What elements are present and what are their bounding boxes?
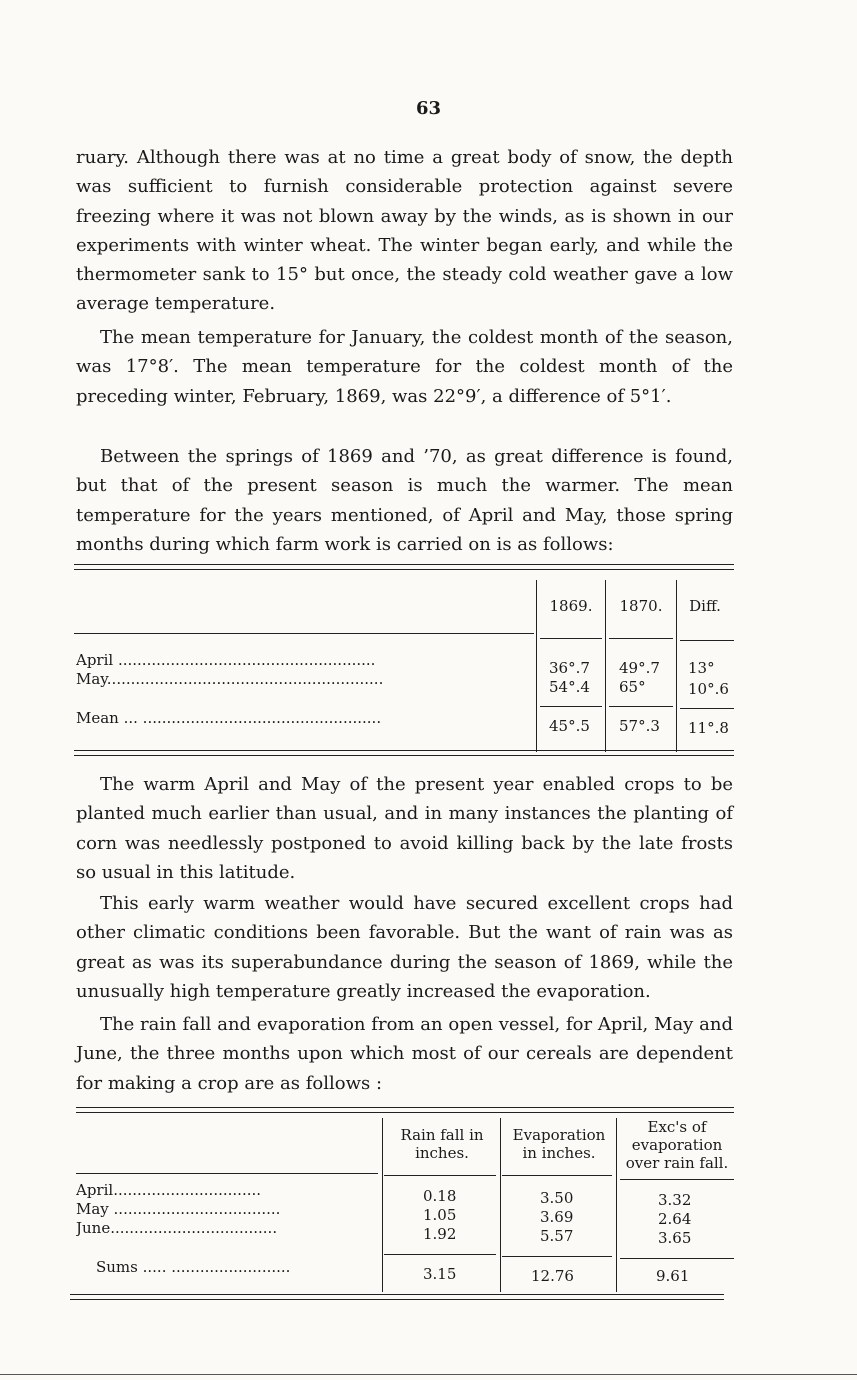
- table2-row-june-excess: 3.65: [658, 1229, 692, 1247]
- table1-header-1869: 1869.: [549, 597, 593, 615]
- table1-row-may-1870: 65°: [619, 678, 646, 696]
- table1-row-april-1870: 49°.7: [619, 659, 660, 677]
- table2-header-excess: Exc's of evaporation over rain fall.: [625, 1118, 729, 1172]
- table1-row-april-diff: 13°: [688, 659, 715, 677]
- table2-row-april-label: April...............................: [76, 1181, 262, 1199]
- table1-row-april-label: April ......................................................: [76, 651, 376, 669]
- table1-row-april-1869: 36°.7: [549, 659, 590, 677]
- table2-row-april-excess: 3.32: [658, 1191, 692, 1209]
- page-bottom-edge: [0, 1374, 857, 1375]
- paragraph-5: This early warm weather would have secured excellent crops had other climatic conditions been favorable. But the want of rain was as great as was its superabundance during the season of 1869, while the unusually high temperature greatly increased the evaporation.: [76, 893, 733, 1002]
- table2-sums-excess: 9.61: [656, 1267, 690, 1285]
- table2-row-april-evaporation: 3.50: [540, 1189, 574, 1207]
- table1-mean-1870: 57°.3: [619, 717, 660, 735]
- paragraph-2: The mean temperature for January, the coldest month of the season, was 17°8′. The mean temperature for the coldest month of the preceding winter, February, 1869, was 22°9′, a difference of 5°1′.: [76, 327, 733, 407]
- table2-row-april-rainfall: 0.18: [423, 1187, 457, 1205]
- paragraph-6: The rain fall and evaporation from an open vessel, for April, May and June, the three months upon which most of our cereals are dependent for making a crop are as follows :: [76, 1014, 733, 1094]
- table2-row-may-label: May ...................................: [76, 1200, 281, 1218]
- table2-sums-evaporation: 12.76: [531, 1267, 574, 1285]
- page-number: 63: [415, 98, 442, 119]
- table2-sums-label: Sums ..... .........................: [96, 1258, 291, 1276]
- table2-row-may-excess: 2.64: [658, 1210, 692, 1228]
- table1-header-diff: Diff.: [689, 597, 721, 615]
- table2-header-evaporation: Evaporation in inches.: [512, 1126, 606, 1162]
- table2-sums-rainfall: 3.15: [423, 1265, 457, 1283]
- table1-mean-1869: 45°.5: [549, 717, 590, 735]
- table2-row-june-label: June...................................: [76, 1219, 278, 1237]
- table2-row-may-rainfall: 1.05: [423, 1206, 457, 1224]
- paragraph-4: The warm April and May of the present year enabled crops to be planted much earlier than usual, and in many instances the planting of corn was needlessly postponed to avoid killing back by the late frosts so usual in this latitude.: [76, 774, 733, 883]
- paragraph-1: ruary. Although there was at no time a great body of snow, the depth was sufficient to furnish considerable protection against severe freezing where it was not blown away by the winds, as is shown in our experiments with winter wheat. The winter began early, and while the thermometer sank to 15° but once, the steady cold weather gave a low average temperature.: [76, 147, 733, 315]
- table2-row-may-evaporation: 3.69: [540, 1208, 574, 1226]
- table1-row-may-1869: 54°.4: [549, 678, 590, 696]
- table1-row-may-label: May..........................................................: [76, 670, 384, 688]
- paragraph-3: Between the springs of 1869 and ’70, as great difference is found, but that of the present season is much the warmer. The mean temperature for the years mentioned, of April and May, those spring months during which farm work is carried on is as follows:: [76, 446, 733, 555]
- table2-header-rainfall: Rain fall in inches.: [400, 1126, 484, 1162]
- table1-header-1870: 1870.: [619, 597, 663, 615]
- table1-mean-label: Mean ... ..................................................: [76, 709, 382, 727]
- table1-row-may-diff: 10°.6: [688, 680, 729, 698]
- table2-row-june-rainfall: 1.92: [423, 1225, 457, 1243]
- table2-row-june-evaporation: 5.57: [540, 1227, 574, 1245]
- table1-mean-diff: 11°.8: [688, 719, 729, 737]
